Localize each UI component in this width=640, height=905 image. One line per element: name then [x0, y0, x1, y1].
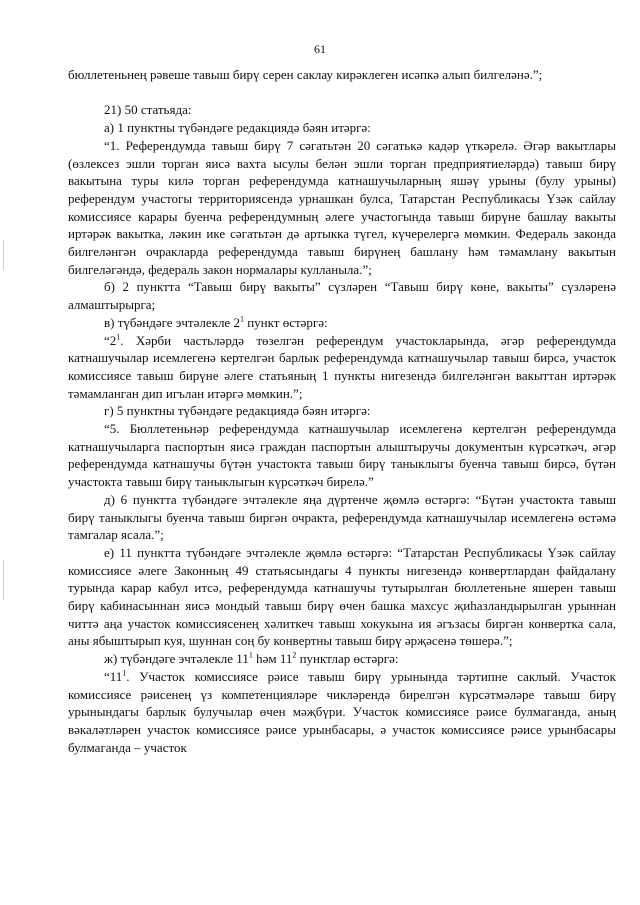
paragraph-continuation: бюллетеньнең рәвеше тавыш бирү серен саклау кирәклеген исәпкә алып билгеләнә.”; [68, 67, 543, 82]
item-21-heading: 21) 50 статьяда: [104, 102, 192, 118]
quoted-point-11-1: “$11^1$. Участок комиссиясе рәисе тавыш бирү урынында тәртипне саклый. Участок комиссиясе рәисенең үз компетенцияләре чикләрендә бирелгән күрсәтмәләре тавыш бирү урынындагы барлык булучылар өчен мәҗбүри. Участок комиссиясе рәисе булмаганда, аның вәкаләтләрен участок комиссиясе рәисе урынбасары, ә участок комиссиясе рәисе урынбасары булмаганда – участок [68, 668, 616, 755]
subitem-b: б) 2 пунктта “Тавыш бирү вакыты” сүзләрен “Тавыш бирү көне, вакыты” сүзләренә алмаштырырга; [68, 279, 616, 313]
quoted-point-2-1: “$2^1$. Хәрби частьләрдә төзелгән референдум участокларында, әгәр референдумда катнашучылар исемлегенә кертелгән барлык референдумда катнашучылар тавыш бирсә, участок комиссиясе тавыш бирүне әлеге статьяның 1 пункты нигезендә билгеләнгән вакыттан иртәрәк тәмамланган дип игълан итәргә мөмкин.”; [68, 332, 616, 401]
subitem-g: г) 5 пунктны түбәндәге редакциядә бәян итәргә: [104, 403, 371, 419]
scan-edge-mark [3, 240, 4, 270]
page-number: 61 [314, 42, 326, 56]
subitem-zh: ж) түбәндәге эчтәлекле $11^1$ һәм $11^2$ пунктлар өстәргә: [104, 650, 399, 667]
quoted-point-5: “5. Бюллетеньнәр референдумда катнашучылар исемлегенә кертелгән референдумда катнашучыларга паспортын яисә граждан паспортын алыштыручы документын күрсәткәч, әгәр референдумда катнашучы бүтән участокта тавыш бирү таныклыгы буенча тавыш бирсә, бүтән участокта тавыш бирү таныклыгын күрсәткәч бирелә.” [68, 421, 616, 490]
document-body [68, 66, 616, 756]
subitem-e: е) 11 пунктта түбәндәге эчтәлекле җөмлә өстәргә: “Татарстан Республикасы Үзәк сайлау комиссиясе әлеге Законның 49 статьясындагы 4 пункты нигезендә конвертлардан файдалану турында карар кабул итсә, референдумда катнашучы тутырылган бюллетеньне яшерен тавыш бирү кабинасыннан яисә мондый тавыш бирү өчен башка махсус җиһазландырылган урыннан читтә аңа участок комиссиясенең хәлиткеч тавыш хокукына ия әгъзасы биргән конвертка сала, аны ябыштырып куя, шуннан соң бу конвертны тавыш бирү әрҗәсенә төшерә.”; [68, 544, 616, 649]
quoted-point-1: “1. Референдумда тавыш бирү 7 сәгатьтән 20 сәгатькә кадәр үткәрелә. Әгәр вакытлары (өзлексез эшли торган яисә вахта ысулы белән эшли торган предприятиеләрдә) тавыш бирү вакытына туры килә торган референдумда катнашучыларның яшәү урыны (булу урыны) референдум участогы территориясендә урнашкан булса, Татарстан Республикасы Үзәк сайлау комиссиясе карары буенча референдумның әлеге участогында тавыш бирүне башлау вакыты иртәрәк вакытка, ләкин ике сәгатьтән дә артыкка түгел, күчерелергә мөмкин. Федераль законда билгеләнгән очракларда референдумда тавыш бирүнең башлану һәм тәмамлану вакытын билгеләгәндә, федераль закон нормалары кулланыла.”; [68, 137, 616, 277]
paragraph-gap [68, 84, 616, 102]
subitem-v: в) түбәндәге эчтәлекле $2^1$ пункт өстәргә: [104, 314, 328, 330]
subitem-a: а) 1 пунктны түбәндәге редакциядә бәян итәргә: [104, 120, 371, 136]
scan-edge-mark [3, 560, 4, 600]
subitem-d: д) 6 пунктта түбәндәге эчтәлекле яңа дүртенче җөмлә өстәргә: “Бүтән участокта тавыш бирү таныклыгы буенча тавыш биргән очракта, референдумда катнашучылар исемлегенә өстәмә тамгалар ясала.”; [68, 491, 616, 543]
